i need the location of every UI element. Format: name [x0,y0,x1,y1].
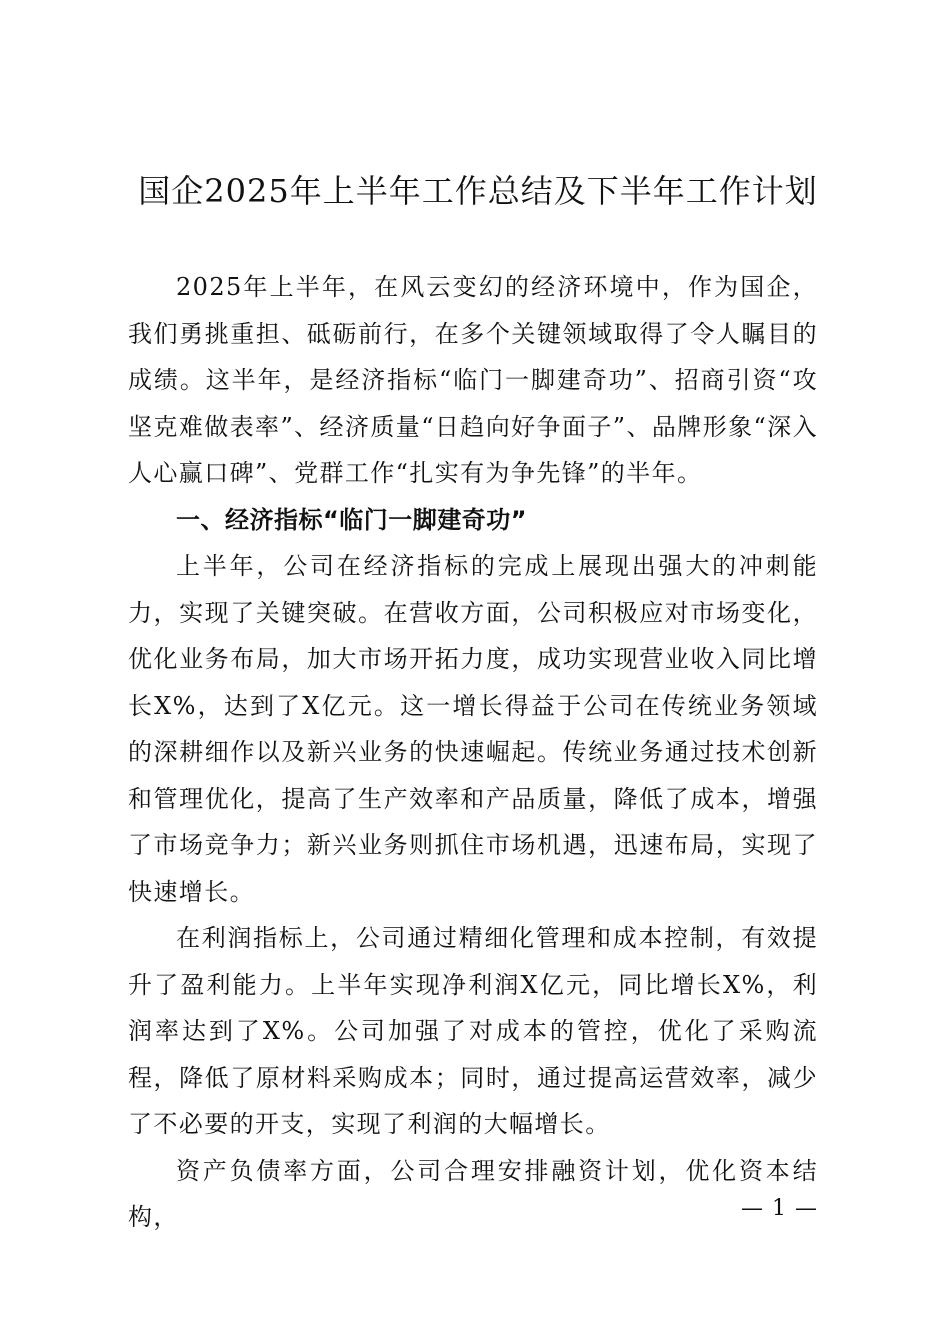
debt-ratio-paragraph: 资产负债率方面，公司合理安排融资计划，优化资本结构， [128,1156,818,1231]
page-number: — 1 — [741,1196,818,1221]
revenue-paragraph: 上半年，公司在经济指标的完成上展现出强大的冲刺能力，实现了关键突破。在营收方面，公司积极应对市场变化，优化业务布局，加大市场开拓力度，成功实现营业收入同比增长X%，达到了X亿元。这一增长得益于公司在传统业务领域的深耕细作以及新兴业务的快速崛起。传统业务通过技术创新和管理优化，提高了生产效率和产品质量，降低了成本，增强了市场竞争力；新兴业务则抓住市场机遇，迅速布局，实现了快速增长。 [128,552,818,906]
document-title: 国企2025年上半年工作总结及下半年工作计划 [138,172,818,210]
section-heading-economic-indicators: 一、经济指标“临门一脚建奇功” [176,505,528,534]
profit-paragraph: 在利润指标上，公司通过精细化管理和成本控制，有效提升了盈利能力。上半年实现净利润X亿元，同比增长X%，利润率达到了X%。公司加强了对成本的管控，优化了采购流程，降低了原材料采购成本；同时，通过提高运营效率，减少了不必要的开支，实现了利润的大幅增长。 [128,924,818,1138]
document-body [128,264,818,1241]
intro-paragraph: 2025年上半年，在风云变幻的经济环境中，作为国企，我们勇挑重担、砥砺前行，在多个关键领域取得了令人瞩目的成绩。这半年，是经济指标“临门一脚建奇功”、招商引资“攻坚克难做表率”、经济质量“日趋向好争面子”、品牌形象“深入人心赢口碑”、党群工作“扎实有为争先锋”的半年。 [128,273,818,487]
